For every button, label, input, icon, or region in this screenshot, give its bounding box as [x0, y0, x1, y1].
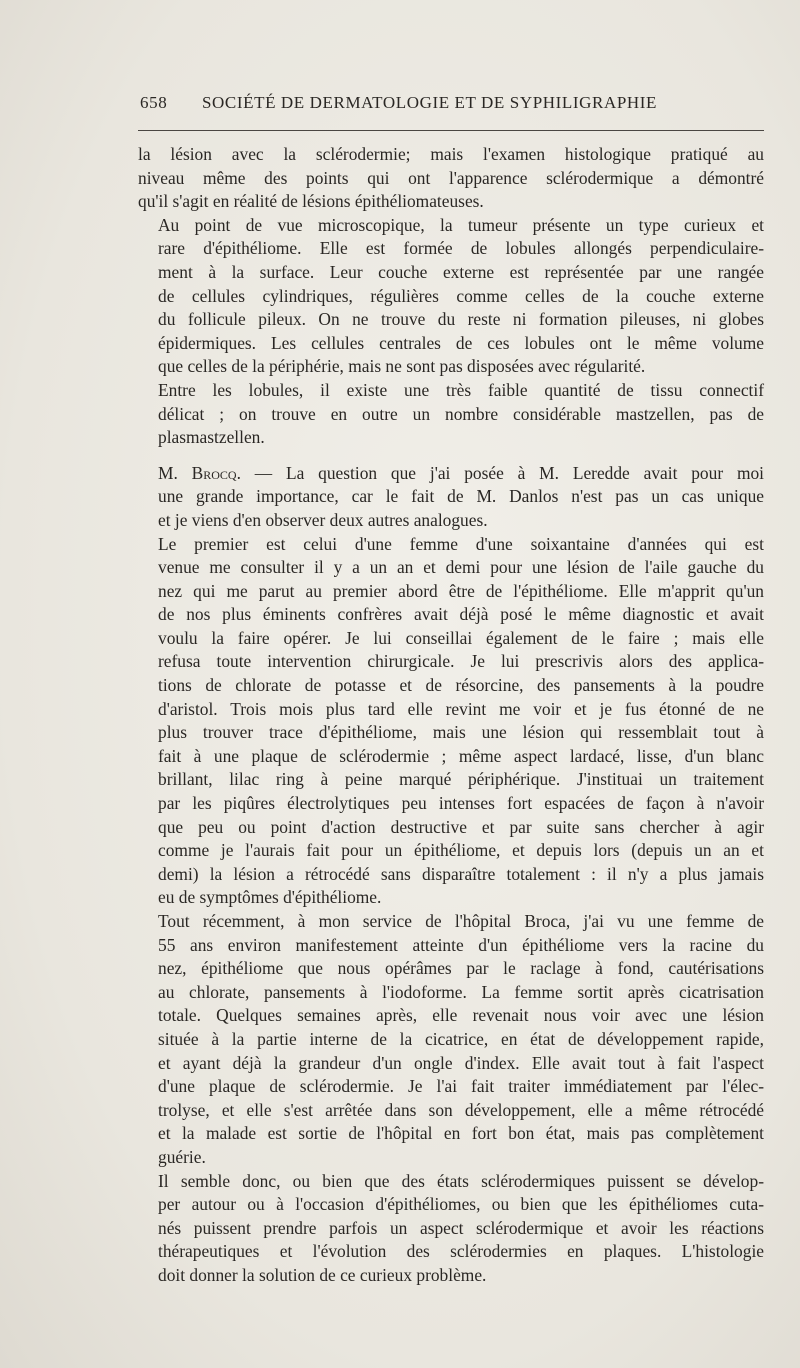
text-line: une grande importance, car le fait de M. Danlos n'est pas un cas unique — [158, 486, 764, 507]
text-line: du follicule pileux. On ne trouve du reste ni formation pileuses, ni globes — [158, 309, 764, 330]
paragraph — [138, 143, 764, 214]
text-line: et je viens d'en observer deux autres analogues. — [158, 509, 488, 530]
text-line: thérapeutiques et l'évolution des sclérodermies en plaques. L'histologie — [158, 1241, 764, 1262]
text-line: Il semble donc, ou bien que des états sclérodermiques puissent se dévelop- — [158, 1170, 764, 1191]
paragraph — [138, 214, 764, 379]
text-line: nez, épithéliome que nous opérâmes par le raclage à fond, cautérisations — [158, 958, 764, 979]
text-line: délicat ; on trouve en outre un nombre considérable mastzellen, pas de — [158, 403, 764, 424]
paragraph — [138, 1170, 764, 1288]
text-line: que celles de la périphérie, mais ne sont pas disposées avec régularité. — [158, 356, 646, 377]
text-line: M. Brocq. — La question que j'ai posée à M. Leredde avait pour moi — [158, 462, 764, 483]
text-line: qu'il s'agit en réalité de lésions épithéliomateuses. — [138, 191, 484, 212]
text-line: per autour ou à l'occasion d'épithéliomes, ou bien que les épithéliomes cuta- — [158, 1194, 764, 1215]
text-line: située à la partie interne de la cicatrice, en état de développement rapide, — [158, 1028, 764, 1049]
text-line: au chlorate, pansements à l'iodoforme. La femme sortit après cicatrisation — [158, 981, 764, 1002]
text-line: épidermiques. Les cellules centrales de ces lobules ont le même volume — [158, 332, 764, 353]
text-line: nés puissent prendre parfois un aspect sclérodermique et avoir les réactions — [158, 1217, 764, 1238]
text-line: de nos plus éminents confrères avait déjà posé le même diagnostic et avait — [158, 604, 764, 625]
text-line: demi) la lésion a rétrocédé sans disparaître totalement : il n'y a plus jamais — [158, 863, 764, 884]
text-line: ment à la surface. Leur couche externe est représentée par une rangée — [158, 261, 764, 282]
text-line: comme je l'aurais fait pour un épithéliome, et depuis lors (depuis un an et — [158, 840, 764, 861]
running-title: SOCIÉTÉ DE DERMATOLOGIE ET DE SYPHILIGRAPHIE — [202, 93, 658, 112]
header-rule — [138, 130, 764, 131]
text-line: Tout récemment, à mon service de l'hôpital Broca, j'ai vu une femme de — [158, 911, 764, 931]
text-line: et ayant déjà la grandeur d'un ongle d'index. Elle avait tout à fait l'aspect — [158, 1052, 764, 1073]
text-line: Le premier est celui d'une femme d'une soixantaine d'années qui est — [158, 533, 764, 554]
text-line: niveau même des points qui ont l'apparence sclérodermique a démontré — [138, 167, 764, 188]
paragraph — [138, 379, 764, 450]
page-number: 658 — [140, 93, 168, 112]
text-line: par les piqûres électrolytiques peu intenses fort espacées de façon à n'avoir — [158, 793, 764, 814]
text-line: et la malade est sortie de l'hôpital en fort bon état, mais pas complètement — [158, 1123, 764, 1144]
text-body — [138, 143, 764, 1288]
text-line: d'aristol. Trois mois plus tard elle revint me voir et je fus étonné de ne — [158, 698, 764, 719]
speaker-name: M. Brocq. — [158, 462, 241, 483]
text-line: d'une plaque de sclérodermie. Je l'ai fait traiter immédiatement par l'élec- — [158, 1076, 764, 1097]
text-line: fait à une plaque de sclérodermie ; même aspect lardacé, lisse, d'un blanc — [158, 745, 764, 766]
text-line: Au point de vue microscopique, la tumeur présente un type curieux et — [158, 214, 764, 235]
text-line: eu de symptômes d'épithéliome. — [158, 887, 382, 908]
text-line: de cellules cylindriques, régulières comme celles de la couche externe — [158, 285, 764, 306]
text-line: tions de chlorate de potasse et de résorcine, des pansements à la poudre — [158, 675, 764, 696]
text-line: plasmastzellen. — [158, 427, 265, 448]
text-line: la lésion avec la sclérodermie; mais l'examen histologique pratiqué au — [138, 144, 764, 164]
text-line: venue me consulter il y a un an et demi pour une lésion de l'aile gauche du — [158, 557, 764, 578]
text-line: guérie. — [158, 1146, 206, 1167]
text-line: que peu ou point d'action destructive et par suite sans chercher à agir — [158, 816, 764, 837]
text-line: plus trouver trace d'épithéliome, mais une lésion qui ressemblait tout à — [158, 722, 764, 743]
text-line: 55 ans environ manifestement atteinte d'un épithéliome vers la racine du — [158, 934, 764, 955]
paragraph — [138, 462, 764, 533]
text-line: nez qui me parut au premier abord être de l'épithéliome. Elle m'apprit qu'un — [158, 580, 764, 601]
text-line: doit donner la solution de ce curieux problème. — [158, 1264, 487, 1285]
text-line: voulu la faire opérer. Je lui conseillai également de le faire ; mais elle — [158, 627, 764, 648]
paragraph — [138, 910, 764, 1170]
paragraph — [138, 533, 764, 911]
text-line: trolyse, et elle s'est arrêtée dans son développement, elle a même rétrocédé — [158, 1099, 764, 1120]
text-line: totale. Quelques semaines après, elle revenait nous voir avec une lésion — [158, 1005, 764, 1026]
text-line: brillant, lilac ring à peine marqué périphérique. J'instituai un traitement — [158, 769, 764, 790]
text-line: Entre les lobules, il existe une très faible quantité de tissu connectif — [158, 379, 764, 400]
text-line: rare d'épithéliome. Elle est formée de lobules allongés perpendiculaire- — [158, 238, 764, 259]
text-line: refusa toute intervention chirurgicale. Je lui prescrivis alors des applica- — [158, 651, 764, 672]
running-header — [140, 93, 770, 117]
